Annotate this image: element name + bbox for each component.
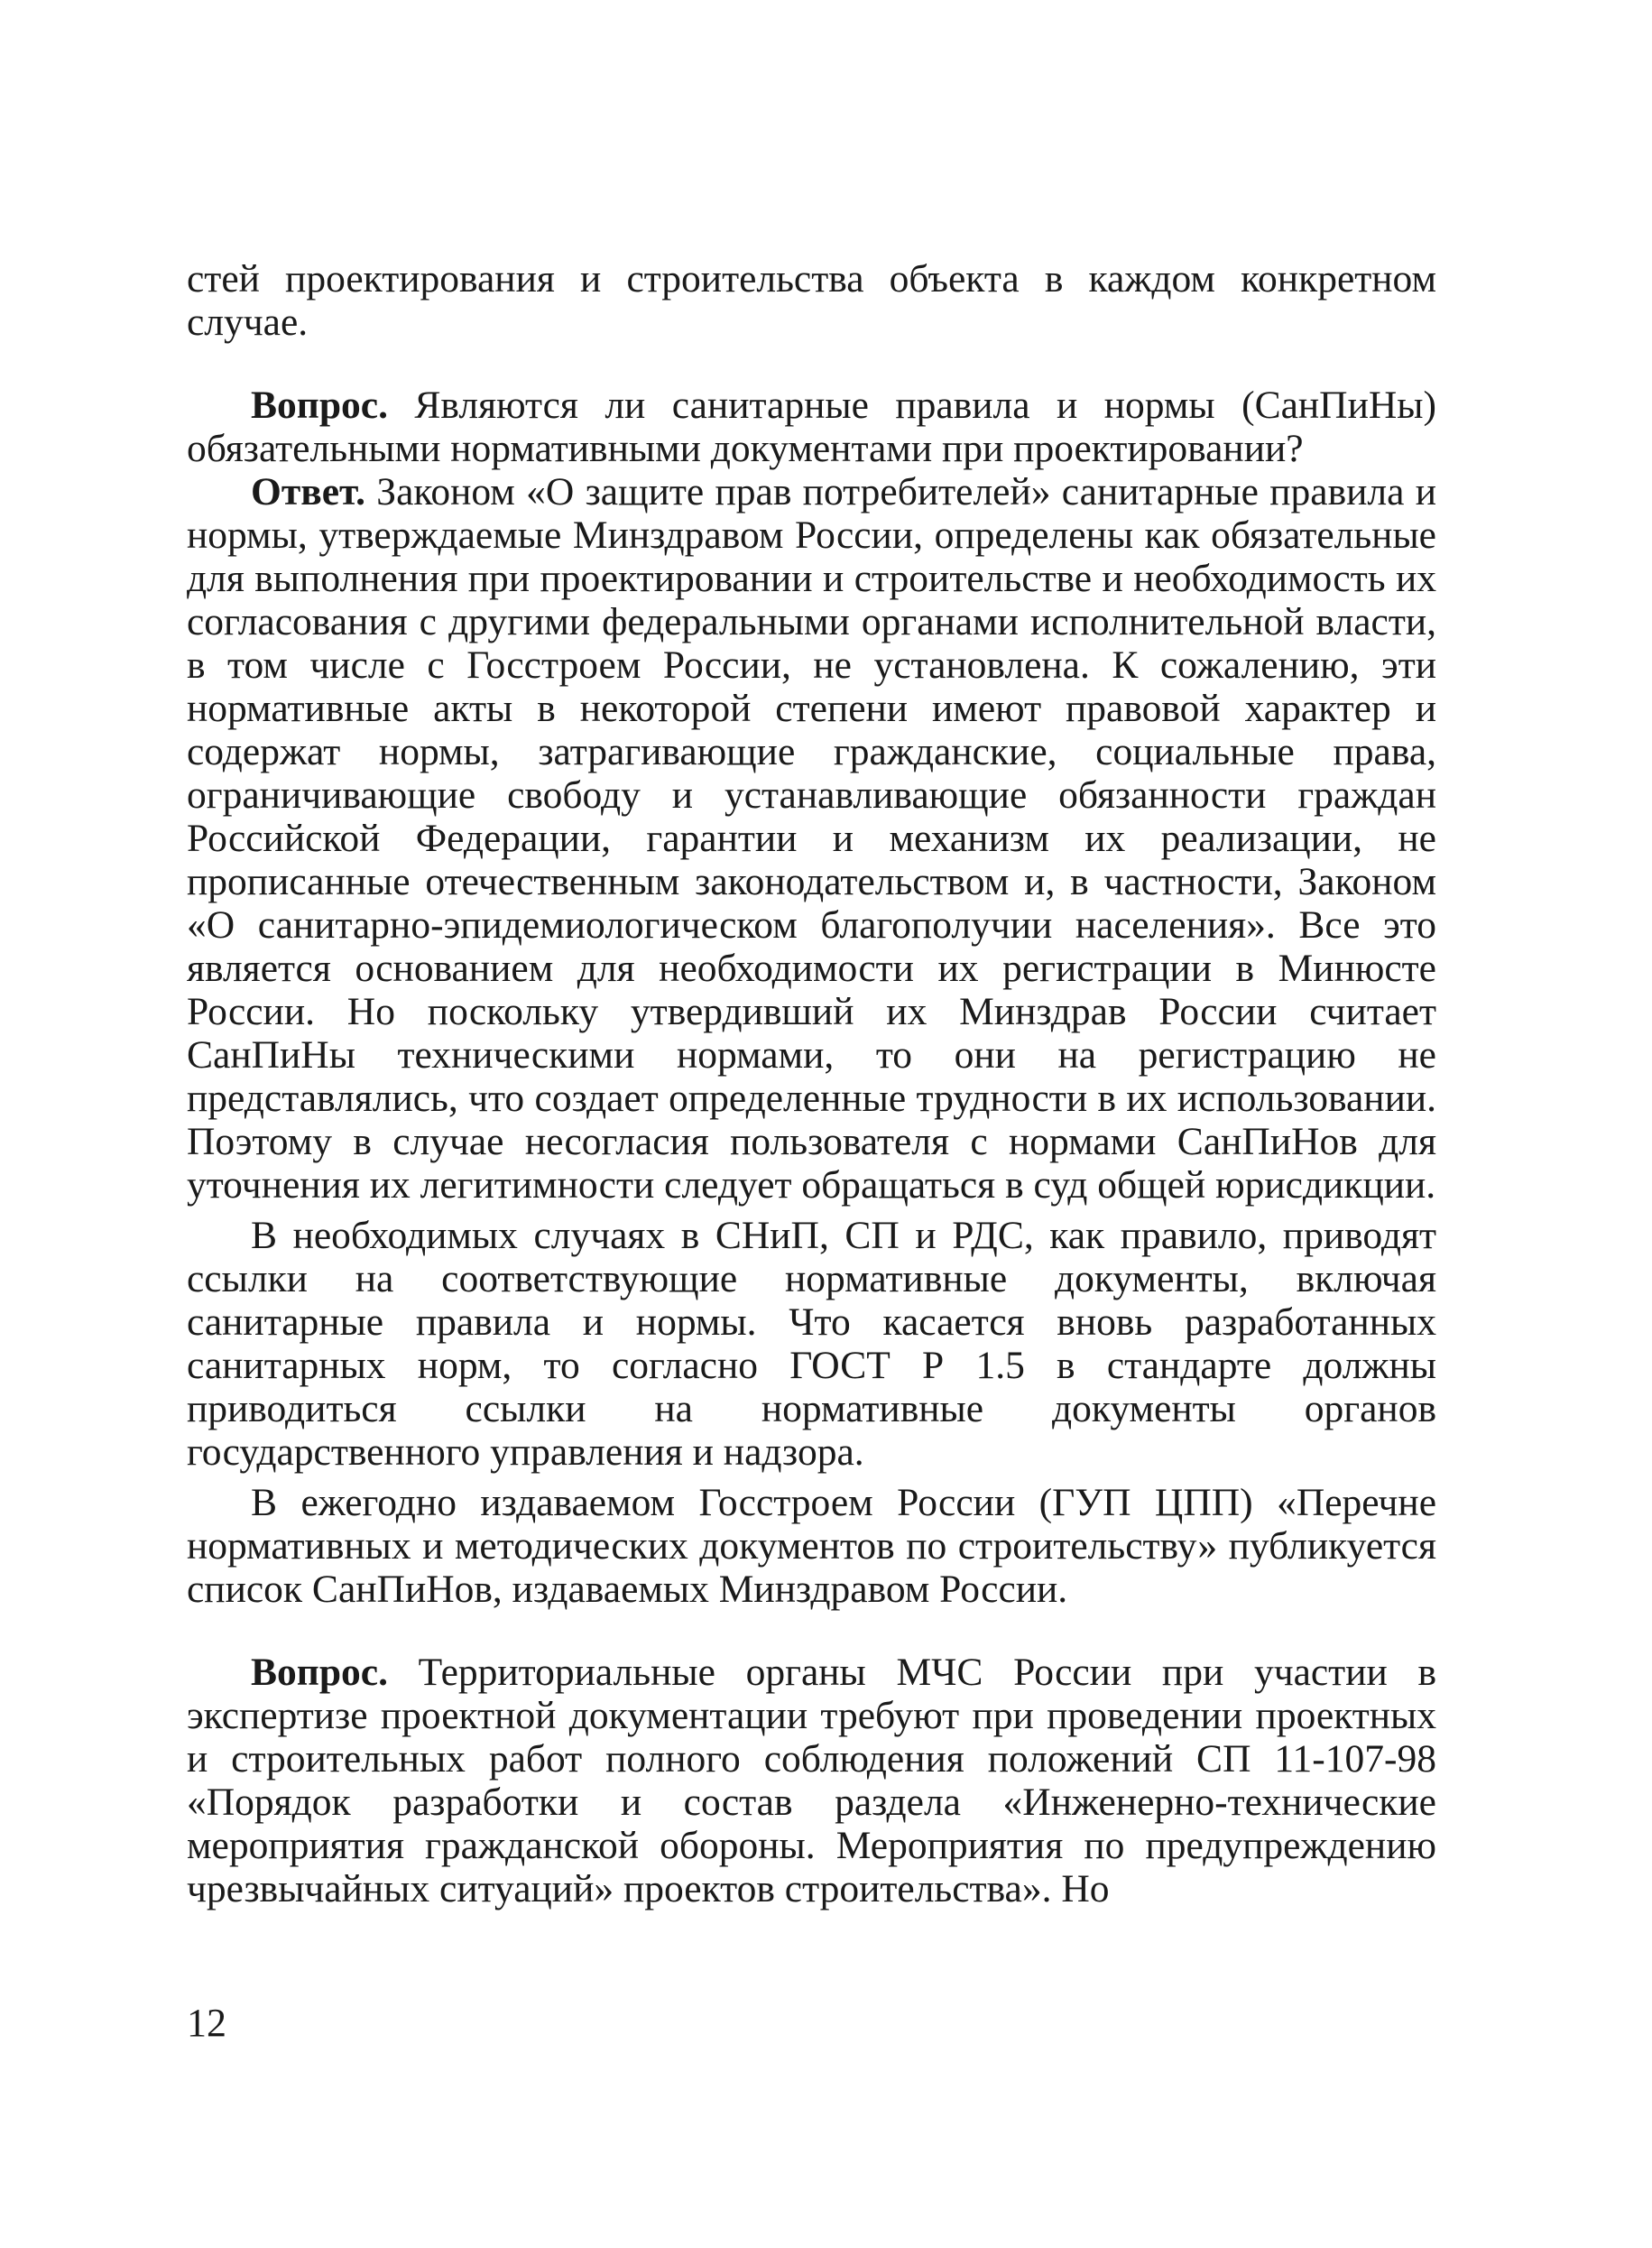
main-text-column [187, 257, 1436, 1910]
paragraph-gosstroy-list [187, 1481, 1436, 1611]
page-number: 12 [187, 2001, 226, 2045]
paragraph-question-sanpin [187, 384, 1436, 470]
paragraph-text: В ежегодно издаваемом Госстроем России (ГУП ЦПП) «Перечне нормативных и методических документов по строительству» публикуется список СанПиНов, издаваемых Минздравом России. [187, 1481, 1436, 1611]
paragraph-answer-sanpin [187, 470, 1436, 1207]
paragraph-text: Территориальные органы МЧС России при участии в экспертизе проектной документации требуют при проведении проектных и строительных работ полного соблюдения положений СП 11-107-98 «Порядок разработки и состав раздела «Инженерно-технические мероприятия гражданской обороны. Мероприятия по предупреждению чрезвычайных ситуаций» проектов строительства». Но [187, 1651, 1436, 1910]
paragraph-text: В необходимых случаях в СНиП, СП и РДС, как правило, приводят ссылки на соответствующие нормативные документы, включая санитарные правила и нормы. Что касается вновь разработанных санитарных норм, то согласно ГОСТ Р 1.5 в стандарте должны приводиться ссылки на нормативные документы органов государственного управления и надзора. [187, 1214, 1436, 1474]
paragraph-text: стей проектирования и строительства объекта в каждом конкретном случае. [187, 257, 1436, 344]
paragraph-question-mchs [187, 1651, 1436, 1910]
paragraph-lead: Вопрос. [251, 384, 388, 427]
paragraph-references [187, 1214, 1436, 1474]
paragraph-text: Являются ли санитарные правила и нормы (СанПиНы) обязательными нормативными документами при проектировании? [187, 384, 1436, 470]
paragraph-text: Законом «О защите прав потребителей» санитарные правила и нормы, утверждаемые Минздравом России, определены как обязательные для выполнения при проектировании и строительстве и необходимость их согласования с другими федеральными органами исполнительной власти, в том числе с Госстроем России, не установлена. К сожалению, эти нормативные акты в некоторой степени имеют правовой характер и содержат нормы, затрагивающие гражданские, социальные права, ограничивающие свободу и устанавливающие обязанности граждан Российской Федерации, гарантии и механизм их реализации, не прописанные отечественным законодательством и, в частности, Законом «О санитарно-эпидемиологическом благополучии населения». Все это является основанием для необходимости их регистрации в Минюсте России. Но поскольку утвердивший их Минздрав России считает СанПиНы техническими нормами, то они на регистрацию не представлялись, что создает определенные трудности в их использовании. Поэтому в случае несогласия пользователя с нормами СанПиНов для уточнения их легитимности следует обращаться в суд общей юрисдикции. [187, 470, 1436, 1207]
paragraph-continuation [187, 257, 1436, 344]
paragraph-lead: Вопрос. [251, 1651, 388, 1694]
paragraph-lead: Ответ. [251, 470, 365, 513]
